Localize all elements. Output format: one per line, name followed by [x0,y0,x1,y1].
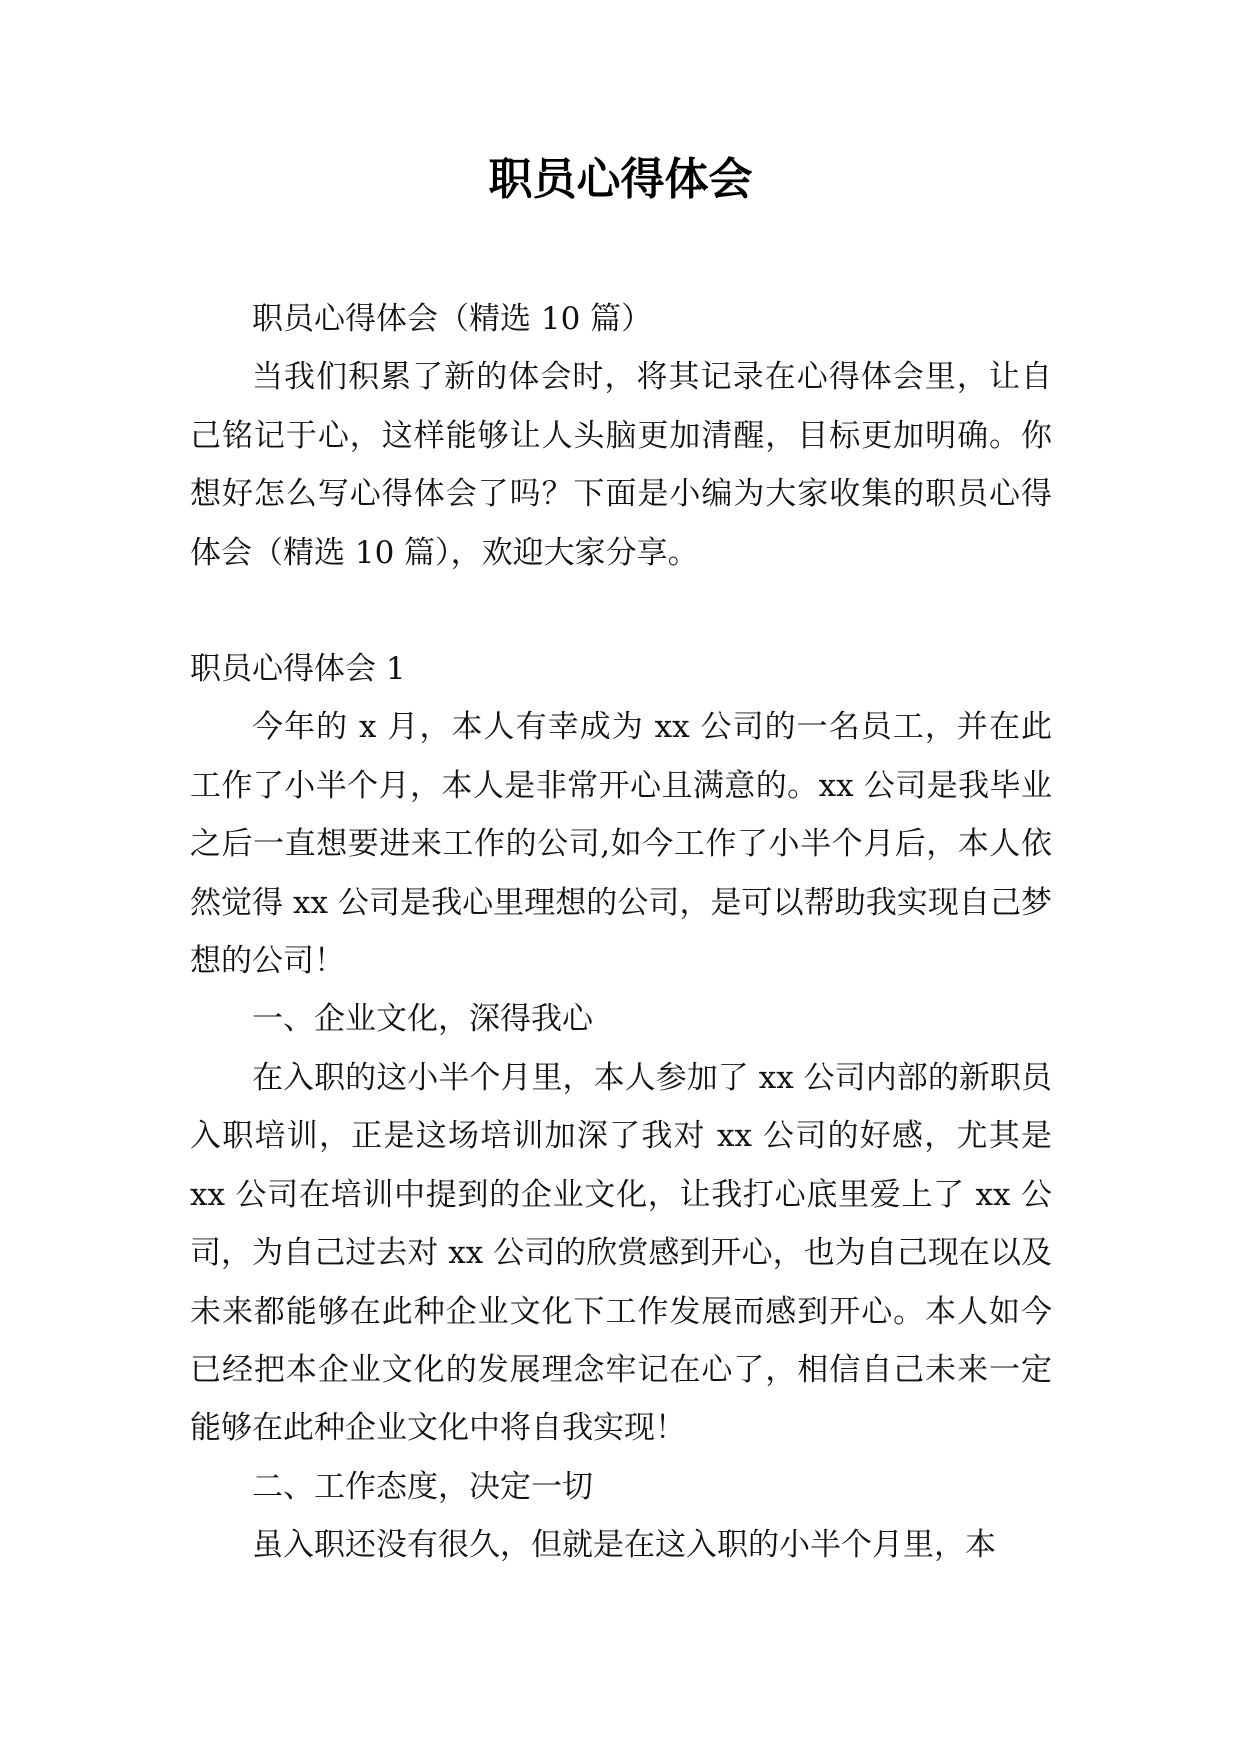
body-paragraph: 今年的 x 月，本人有幸成为 xx 公司的一名员工，并在此工作了小半个月，本人是非常开心且满意的。xx 公司是我毕业之后一直想要进来工作的公司,如今工作了小半个月后，本人依然觉得 xx 公司是我心里理想的公司，是可以帮助我实现自己梦想的公司！ [190,709,1052,980]
intro-paragraph: 当我们积累了新的体会时，将其记录在心得体会里，让自己铭记于心，这样能够让人头脑更加清醒，目标更加明确。你想好怎么写心得体会了吗？下面是小编为大家收集的职员心得体会（精选 10 篇），欢迎大家分享。 [190,359,1052,571]
body-paragraph: 虽入职还没有很久，但就是在这入职的小半个月里，本 [252,1527,996,1564]
body-paragraph: 在入职的这小半个月里，本人参加了 xx 公司内部的新职员入职培训，正是这场培训加深了我对 xx 公司的好感，尤其是 xx 公司在培训中提到的企业文化，让我打心底里爱上了 xx 公司，为自己过去对 xx 公司的欣赏感到开心，也为自己现在以及未来都能够在此种企业文化下工作发展而感到开心。本人如今已经把本企业文化的发展理念牢记在心了，相信自己未来一定能够在此种企业文化中将自我实现！ [190,1059,1052,1447]
subheading: 一、企业文化，深得我心 [252,1001,593,1038]
document-body [190,290,1052,1575]
subtitle-paragraph: 职员心得体会（精选 10 篇） [252,301,653,337]
document-title: 职员心得体会 [488,154,753,205]
section-heading: 职员心得体会 1 [190,651,406,688]
subheading: 二、工作态度，决定一切 [252,1468,593,1505]
